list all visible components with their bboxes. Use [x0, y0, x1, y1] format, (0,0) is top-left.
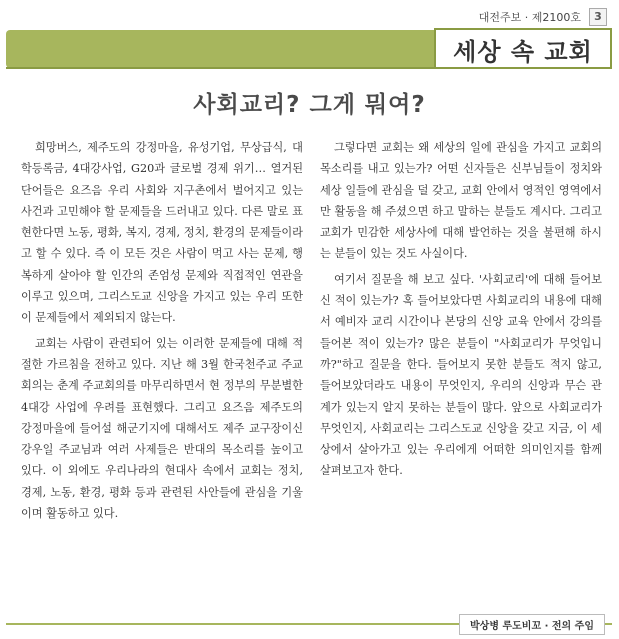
article-column-left — [21, 137, 303, 528]
article-paragraph: 그렇다면 교회는 왜 세상의 일에 관심을 가지고 교회의 목소리를 내고 있는가? 어떤 신자들은 신부님들이 정치와 세상 일들에 관심을 덜 갖고, 교회 안에서 영적인 영역에서만 활동을 해 주셨으면 하고 말하는 분들도 계시다. 그리고 교회가 민감한 세상사에 대해 발언하는 것을 불편해 하시는 분들이 있는 것도 사실이다. — [320, 141, 602, 261]
page-number: 3 — [589, 8, 607, 26]
masthead — [479, 8, 607, 26]
article-paragraph: 희망버스, 제주도의 강정마을, 유성기업, 무상급식, 대학등록금, 4대강사업, G20과 글로벌 경제 위기… 열거된 단어들은 요즈음 우리 사회와 지구촌에서 벌어지고 있는 사건과 고민해야 할 문제들을 드러내고 있다. 다른 말로 표현한다면 노동, 평화, 복지, 경제, 정치, 환경의 문제들이라고 할 수 있다. 즉 이 모든 것은 사람이 먹고 사는 문제, 행복하게 살아야 할 인간의 존엄성 문제와 직접적인 연관을 이루고 있으며, 그리스도교 신앙을 가지고 있는 우리 또한 이 문제들에서 제외되지 않는다. — [21, 141, 303, 325]
article-column-right — [320, 137, 602, 486]
section-title: 세상 속 교회 — [434, 28, 612, 68]
section-header-bar — [6, 30, 434, 68]
section-divider — [6, 67, 612, 69]
publication-label: 대전주보 · 제2100호 — [478, 11, 581, 24]
article-headline: 사회교리? 그게 뭐여? — [193, 92, 426, 118]
author-byline: 박상병 루도비꼬 · 전의 주임 — [459, 614, 605, 635]
article-paragraph: 여기서 질문을 해 보고 싶다. '사회교리'에 대해 들어보신 적이 있는가? 혹 들어보았다면 사회교리의 내용에 대해서 예비자 교리 시간이나 본당의 신앙 교육 안에서 강의를 들어본 적이 있는가? 많은 분들이 "사회교리가 무엇입니까?"하고 질문을 한다. 들어보지 못한 분들도 적지 않고, 들어보았더라도 내용이 무엇인지, 우리의 신앙과 무슨 관계가 있는지 알지 못하는 분들이 많다. 앞으로 사회교리가 무엇인지, 사회교리는 그리스도교 신앙을 갖고 지금, 이 세상에서 살아가고 있는 우리에게 어떠한 의미인지를 함께 살펴보고자 한다. — [320, 272, 602, 478]
article-paragraph: 교회는 사람이 관련되어 있는 이러한 문제들에 대해 적절한 가르침을 전하고 있다. 지난 해 3월 한국천주교 주교회의는 춘계 주교회의를 마무리하면서 현 정부의 무분별한 4대강 사업에 우려를 표현했다. 그리고 요즈음 제주도의 강정마을에 들어설 해군기지에 대해서도 제주 교구장이신 강우일 주교님과 여러 사제들은 반대의 목소리를 높이고 있다. 이 외에도 우리나라의 현대사 속에서 교회는 정치, 경제, 노동, 환경, 평화 등과 관련된 사안들에 관심을 기울이며 활동하고 있다. — [21, 336, 303, 521]
